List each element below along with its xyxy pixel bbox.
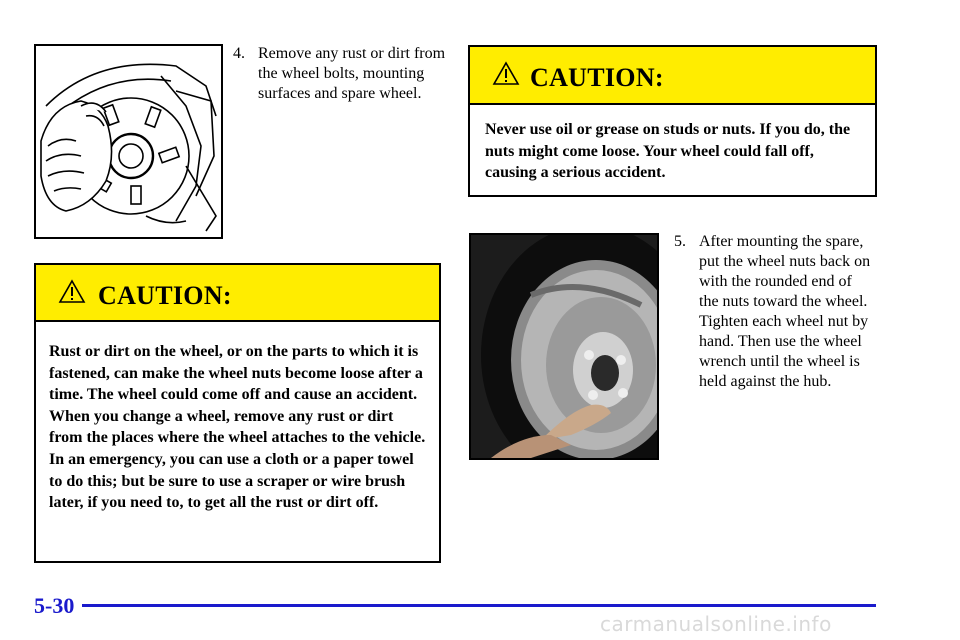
caution-text: Never use oil or grease on studs or nuts. If you do, the nuts might come loose. Your wheel could fall off, causing a serious accident. xyxy=(485,121,851,182)
caution-header xyxy=(470,47,875,105)
caution-box-oil xyxy=(468,45,877,197)
warning-triangle-icon xyxy=(492,61,520,86)
figure-cleaning-hub xyxy=(34,44,223,239)
step-number: 5. xyxy=(674,233,686,250)
wheel-nut-photo xyxy=(471,235,657,458)
footer-rule xyxy=(82,604,876,607)
hub-cleaning-illustration xyxy=(36,46,221,237)
step-5 xyxy=(674,232,894,432)
figure-mounting-nuts xyxy=(469,233,659,460)
caution-box-rust xyxy=(34,263,441,563)
step-text: Remove any rust or dirt from the wheel bolts, mounting surfaces and spare wheel. xyxy=(258,45,446,102)
step-text: After mounting the spare, put the wheel nuts back on with the rounded end of the nuts toward the wheel. Tighten each wheel nut by hand. Then use the wheel wrench until the wheel is held against the hub. xyxy=(699,233,871,390)
caution-text: Rust or dirt on the wheel, or on the parts to which it is fastened, can make the wheel nuts become loose after a time. The wheel could come off and cause an accident. When you change a wheel, remove any rust or dirt from the places where the wheel attaches to the vehicle. In an emergency, you can use a cloth or a paper towel to do this; but be sure to use a scraper or wire brush later, if you need to, to get all the rust or dirt off. xyxy=(49,343,426,512)
caution-title: CAUTION: xyxy=(98,281,232,310)
step-number: 4. xyxy=(233,45,245,62)
caution-header xyxy=(36,265,439,322)
page-number: 5-30 xyxy=(34,593,75,618)
caution-title: CAUTION: xyxy=(530,63,664,92)
step-4 xyxy=(233,44,453,134)
watermark-text: carmanualsonline.info xyxy=(600,612,832,636)
warning-triangle-icon xyxy=(58,279,86,304)
